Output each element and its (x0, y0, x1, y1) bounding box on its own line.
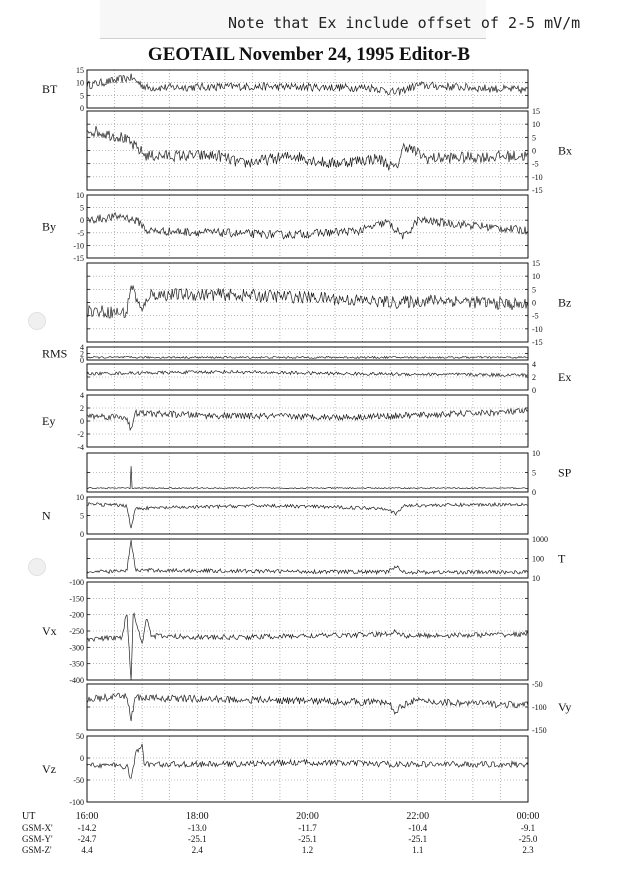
tick-label: 5 (532, 133, 536, 143)
tick-label: -100 (69, 798, 84, 807)
tick-label: 10 (76, 191, 84, 200)
tick-label: -350 (69, 659, 84, 669)
tick-label: -5 (532, 311, 539, 321)
tick-label: -4 (77, 443, 84, 452)
tick-label: -2 (77, 430, 84, 439)
tick-label: -15 (532, 338, 543, 347)
panel-ey (42, 391, 528, 452)
position-value: -25.1 (187, 834, 207, 844)
tick-label: 5 (80, 511, 84, 521)
tick-label: 0 (80, 754, 84, 763)
panel-label-rms: RMS (42, 346, 68, 361)
panel-label-bz: Bz (558, 295, 572, 310)
panel-label-bx: Bx (558, 143, 573, 158)
tick-label: 15 (532, 259, 540, 268)
tick-label: -5 (532, 159, 539, 169)
tick-label: -5 (77, 228, 84, 238)
tick-label: 0 (532, 146, 536, 156)
x-axis-label: UT (22, 811, 36, 822)
tick-label: 5 (80, 91, 84, 101)
panel-label-by: By (42, 219, 57, 234)
panel-label-ey: Ey (42, 414, 56, 428)
panel-label-vx: Vx (42, 624, 57, 638)
tick-label: 5 (80, 203, 84, 213)
position-value: -11.7 (298, 823, 317, 833)
position-value: 4.4 (81, 845, 93, 855)
tick-label: -15 (532, 186, 543, 195)
tick-label: 10 (532, 120, 540, 130)
tick-label: 0 (80, 530, 84, 539)
x-tick-label: 16:00 (75, 811, 99, 822)
position-value: -25.0 (518, 834, 538, 844)
tick-label: 15 (532, 107, 540, 116)
position-value: 1.1 (412, 845, 424, 855)
position-value: -24.7 (77, 834, 97, 844)
tick-label: -300 (69, 643, 84, 653)
tick-label: 0 (532, 488, 536, 497)
position-value: 1.2 (301, 845, 314, 855)
tick-label: -10 (532, 172, 543, 182)
position-value: -13.0 (187, 823, 207, 833)
panel-bt (42, 66, 528, 113)
tick-label: -250 (69, 627, 84, 636)
tick-label: -15 (73, 254, 84, 263)
tick-label: -150 (69, 594, 84, 604)
tick-label: 2 (80, 349, 84, 359)
tick-label: 0 (80, 104, 84, 113)
tick-label: -100 (532, 703, 547, 712)
position-value: 2.4 (191, 845, 203, 855)
position-value: -14.2 (77, 823, 97, 833)
panel-label-bt: BT (42, 82, 58, 96)
position-row-label: GSM-Y' (22, 834, 53, 844)
panel-by (42, 191, 528, 263)
tick-label: -400 (69, 676, 84, 685)
panel-label-n: N (42, 508, 51, 523)
panel-ex (87, 360, 571, 395)
tick-label: 15 (76, 66, 84, 75)
tick-label: -10 (73, 241, 84, 251)
position-row-label: GSM-X' (22, 823, 53, 833)
tick-label: 4 (80, 391, 84, 400)
position-value: -25.1 (298, 834, 317, 844)
panel-label-vy: Vy (558, 700, 572, 714)
panel-vx (42, 578, 528, 685)
tick-label: 4 (80, 343, 84, 352)
tick-label: 0 (532, 386, 536, 395)
position-value: -9.1 (520, 823, 536, 833)
tick-label: 0 (80, 216, 84, 226)
panel-bz (87, 259, 571, 347)
tick-label: -100 (69, 578, 84, 587)
tick-label: 0 (532, 298, 536, 308)
tick-label: -200 (69, 610, 84, 620)
panel-bx (87, 107, 572, 195)
tick-label: 2 (80, 404, 84, 413)
panel-n (42, 493, 528, 539)
tick-label: -50 (73, 776, 84, 785)
panel-vy (87, 680, 571, 735)
tick-label: -10 (532, 324, 543, 334)
x-tick-label: 20:00 (296, 811, 319, 822)
annotation-note: Note that Ex include offset of 2-5 mV/m (228, 14, 581, 32)
chart-title: GEOTAIL November 24, 1995 Editor-B (147, 44, 471, 65)
tick-label: 10 (532, 574, 540, 583)
panel-label-sp: SP (558, 465, 572, 480)
x-tick-label: 00:00 (516, 811, 540, 822)
panel-t (87, 535, 566, 583)
tick-label: 10 (76, 78, 84, 88)
panel-label-vz: Vz (42, 762, 56, 776)
panel-vz (42, 732, 528, 807)
tick-label: -50 (532, 680, 543, 689)
position-value: -10.4 (408, 823, 428, 833)
tick-label: 1000 (532, 535, 548, 544)
tick-label: 50 (76, 732, 84, 741)
tick-label: 10 (532, 272, 540, 282)
series-line-vz (87, 744, 528, 778)
position-value: -25.1 (408, 834, 428, 844)
position-row-label: GSM-Z' (22, 845, 52, 855)
tick-label: 100 (532, 554, 544, 564)
tick-label: 0 (80, 417, 84, 426)
tick-label: 5 (532, 468, 536, 478)
tick-label: 10 (532, 449, 540, 458)
tick-label: 0 (80, 356, 84, 365)
x-tick-label: 18:00 (185, 811, 209, 822)
tick-label: 4 (532, 360, 536, 369)
panel-rms (42, 343, 528, 365)
tick-label: -150 (532, 726, 547, 735)
tick-label: 10 (76, 493, 84, 502)
x-tick-label: 22:00 (406, 811, 430, 822)
panel-label-t: T (558, 551, 566, 566)
tick-label: 5 (532, 285, 536, 295)
position-value: 2.3 (522, 845, 534, 855)
panel-label-ex: Ex (558, 370, 572, 384)
panel-sp (87, 449, 572, 497)
tick-label: 2 (532, 373, 536, 382)
